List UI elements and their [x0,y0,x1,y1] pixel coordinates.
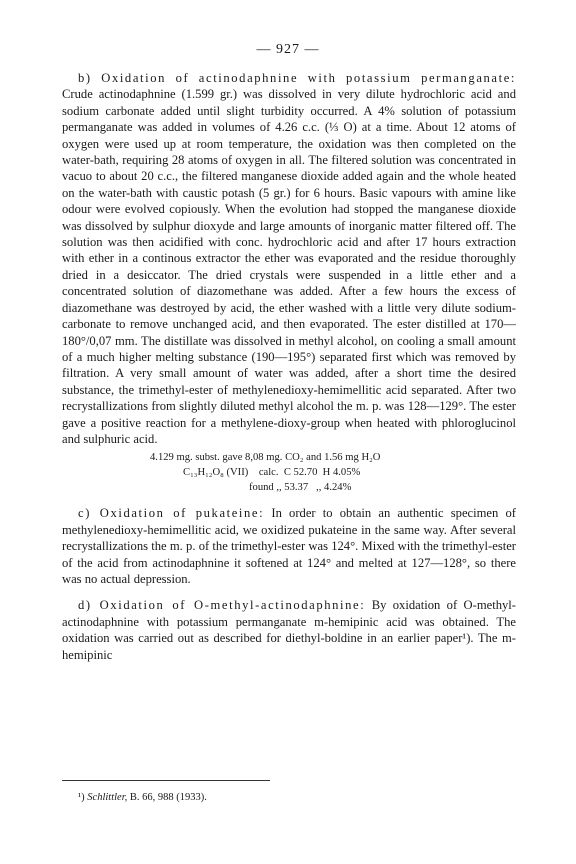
section-c-text: In order to obtain an authentic specimen of methylenedioxy-hemimellitic acid, we oxidized pukateine in the same way. After several recrystallizations the m. p. of the trimethyl-ester was 124°. Mixed with the trimethyl-ester of the acid from actinodaphnine it softened at 124° and melted at 127—128°, so there was no actual depression. [62,506,516,586]
analysis-line-2: C₁₃H₁₂O₈ (VII) calc. C 52.70 H 4.05% [183,467,361,479]
footnote-author: Schlittler, [87,792,128,803]
footnote [78,792,207,803]
section-b-text: Crude actinodaphnine (1.599 gr.) was dissolved in very dilute hydrochloric acid and sodium carbonate added until slight turbidity occurred. A 4% solution of potassium permanganate was added in volumes of 4.26 c.c. (⅓ O) at a time. About 12 atoms of oxygen were used up at room temperature, the oxidation was then completed on the water-bath, requiring 28 atoms of oxygen in all. The filtered solution was concentrated in vacuo to about 20 c.c., the filtered manganese dioxide added again and the whole heated on the water-bath with caustic potash (5 gr.) for 6 hours. Basic vapours with amine like odour were evolved copiously. When the evolution had stopped the manganese dioxide was dissolved by sulphur dioxyde and large amounts of inorganic matter filtered off. The solution was then acidified with conc. hydrochloric acid and after 17 hours extraction with ether in a continous extractor the ether was evaporated and the residue thoroughly dried in a desiccator. The dried crystals were suspended in a little ether and a concentrated solution of diazomethane was added. After a few hours the excess of diazomethane was destroyed by acid, the ether washed with a little very dilute sodium-carbonate to remove unchanged acid, and then evaporated. The ester distilled at 170—180°/0,07 mm. The distillate was dissolved in methyl alcohol, on cooling a small amount of a much higher melting substance (190—195°) separated first which was removed by filtration. A very small amount of water was added, after a short time the desired substance, the trimethyl-ester of methylenedioxy-hemimellitic acid separated. After two recrystallizations from slightly diluted methyl alcohol the m. p. was 128—129°. The ester gave a positive reaction for a methylene-dioxy-group when heated with phloroglucinol and sulphuric acid. [62,87,516,446]
section-d-heading: d) Oxidation of O-methyl-actinodaphnine: [78,598,366,613]
paragraph-section-c [62,505,516,587]
section-b-heading: b) Oxidation of actinodaphnine with potassium permanganate: [78,71,516,85]
section-c-heading: c) Oxidation of pukateine: [78,506,265,521]
footnote-rule [62,780,270,781]
body-text [62,70,516,663]
section-d-text: By oxidation of O-methyl-actinodaphnine with potassium permanganate m-hemipinic acid was obtained. The oxidation was carried out as described for diethyl-boldine in an earlier paper¹). The m-hemipinic [62,598,516,662]
footnote-marker: ¹) [78,792,85,803]
analysis-line-1: 4.129 mg. subst. gave 8,08 mg. CO₂ and 1.56 mg H₂O [150,452,381,464]
analysis-line-3: found ,, 53.37 ,, 4.24% [249,482,352,494]
paragraph-section-b [62,70,516,447]
paragraph-section-d [62,597,516,663]
page-number: — 927 — [256,42,320,57]
footnote-reference: B. 66, 988 (1933). [127,792,207,803]
analysis-block [62,450,516,495]
